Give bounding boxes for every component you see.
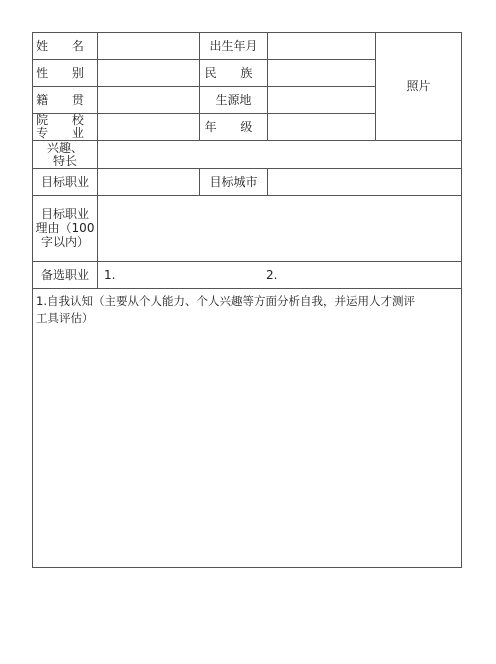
major-label: 专 业: [36, 126, 94, 140]
career-plan-form: [32, 32, 462, 568]
border-right: [461, 32, 462, 568]
backup-job-label: 备选职业: [40, 268, 89, 282]
school-label: 院 校: [36, 113, 94, 127]
reason-label-line-3: 字以内）: [40, 235, 89, 249]
target-city-label: 目标城市: [209, 175, 258, 189]
col-divider-value2-top: [267, 32, 268, 140]
reason-label-line-2: 理由（100: [35, 221, 95, 235]
birth-label: 出生年月: [209, 39, 258, 53]
gender-label: 性 别: [36, 66, 94, 80]
border-bottom: [32, 567, 462, 568]
col-divider-value2-city: [267, 168, 268, 195]
grade-label: 年 级: [204, 120, 263, 134]
name-label: 姓 名: [36, 39, 94, 53]
target-job-label: 目标职业: [40, 175, 89, 189]
row-divider-8: [32, 288, 462, 289]
interest-label-line-2: 特长: [52, 154, 77, 168]
row-divider-2: [32, 86, 375, 87]
self-awareness-title-line-1: 1.自我认知（主要从个人能力、个人兴趣等方面分析自我，并运用人才测评: [36, 294, 415, 308]
backup-job-2: 2.: [266, 268, 278, 282]
photo-label: 照片: [406, 79, 431, 93]
interest-label-line-1: 兴趣、: [46, 141, 83, 155]
reason-label-line-1: 目标职业: [40, 207, 89, 221]
self-awareness-title-line-2: 工具评估）: [36, 311, 94, 325]
origin-label: 生源地: [215, 93, 252, 107]
hometown-label: 籍 贯: [36, 93, 94, 107]
row-divider-1: [32, 59, 375, 60]
backup-job-1: 1.: [104, 268, 116, 282]
ethnicity-label: 民 族: [204, 66, 263, 80]
